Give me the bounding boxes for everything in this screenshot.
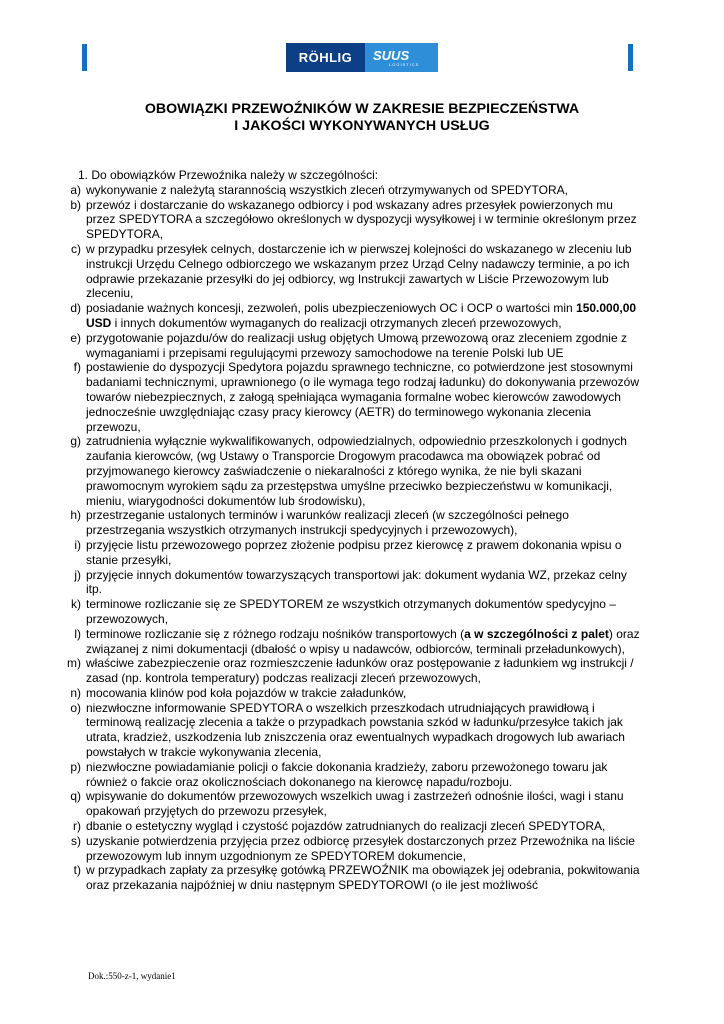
list-item-text (86, 242, 642, 301)
list-item-text (86, 819, 642, 834)
list-item-letter: q) (70, 789, 81, 804)
list-item-letter: h) (70, 508, 81, 523)
list-item-letter: n) (70, 685, 81, 700)
text-span: dbanie o estetyczny wygląd i czystość pojazdów zatrudnianych do realizacji zleceń SPEDYTORA, (86, 819, 606, 834)
text-span: w przypadkach zapłaty za przesyłkę gotówką PRZEWOŹNIK ma obowiązek jej odebrania, pokwitowania oraz przekazania najpóźniej w dniu następnym SPEDYTOROWI (o ile jest możliwość (86, 863, 640, 893)
list-item-letter: j) (74, 567, 81, 582)
list-item (62, 863, 642, 893)
list-item-text (86, 538, 642, 568)
document-title (82, 101, 642, 135)
logo-suus-sub: LOGISTICS (389, 61, 420, 67)
left-accent-bar (82, 44, 87, 71)
text-span: przyjęcie innych dokumentów towarzyszących transportowi jak: dokument wydania WZ, przekaz celny itp. (86, 567, 627, 597)
list-item-letter: c) (71, 241, 81, 256)
list-item (62, 183, 642, 198)
logo-suus (365, 43, 438, 72)
text-span: uzyskanie potwierdzenia przyjęcia przez odbiorcę przesyłek dostarczonych przez Przewoźnika na liście przewozowym lub innym uzgodnionym ze SPEDYTOREM dokumencie, (86, 833, 635, 863)
list-item-text (86, 198, 642, 242)
list-item-letter: m) (67, 656, 81, 671)
list-item (62, 242, 642, 301)
logo-suus-text: SUUS (373, 47, 410, 63)
list-item-text (86, 760, 642, 790)
text-span: przestrzeganie ustalonych terminów i warunków realizacji zleceń (w szczególności pełnego przestrzegania wszystkich otrzymanych instrukcji spedycyjnych i przewozowych), (86, 508, 569, 538)
list-item-text (86, 863, 642, 893)
list-item (62, 701, 642, 760)
text-span: przyjęcie listu przewozowego poprzez złożenie podpisu przez kierowcę z prawem dokonania wpisu o stanie przesyłki, (86, 537, 622, 567)
list-item (62, 834, 642, 864)
logo-rohlig: RÖHLIG (286, 43, 365, 72)
list-item-text (86, 301, 642, 331)
document-body (62, 168, 642, 893)
list-item-letter: s) (71, 833, 81, 848)
list-item-text (86, 434, 642, 508)
text-span: właściwe zabezpieczenie oraz rozmieszczenie ładunków oraz postępowanie z ładunkiem wg instrukcji / zasad (np. kontrola temperatury) podczas realizacji zleceń przewozowych, (86, 656, 634, 686)
bold-text: 150.000,00 USD (86, 301, 637, 330)
list-item (62, 198, 642, 242)
list-item (62, 760, 642, 790)
list-item-text (86, 597, 642, 627)
text-span: przewóz i dostarczanie do wskazanego odbiorcy i pod wskazany adres przesyłek powierzonych mu przez SPEDYTORA a szczegółowo określonych w dyspozycji wysyłkowej i w terminie określonym przez SPEDYTORA, (86, 197, 637, 242)
text-span: terminowe rozliczanie się ze SPEDYTOREM ze wszystkich otrzymanych dokumentów spedycyjno – przewozowych, (86, 597, 616, 626)
list-item-text (86, 686, 642, 701)
list-item-letter: b) (70, 197, 81, 212)
text-span: niezwłoczne informowanie SPEDYTORA o wszelkich przeszkodach utrudniających prawidłową i terminową realizację zlecenia a także o przypadkach powstania szkód w ładunku/przesyłce takich jak utrata, kradzież, uszkodzenia lub zniszczenia oraz ewentualnych wypadkach drogowych lub awariach powstałych w trakcie wykonywania zlecenia, (86, 700, 625, 760)
list-item-text (86, 656, 642, 686)
list-item (62, 508, 642, 538)
text-span: wpisywanie do dokumentów przewozowych wszelkich uwag i zastrzeżeń odnośnie ilości, wagi i stanu opakowań przyjętych do przewozu przesyłek, (86, 789, 624, 819)
text-span: przygotowanie pojazdu/ów do realizacji usług objętych Umową przewozową oraz zleceniem zgodnie z wymaganiami i przepisami regulującymi przewozy samochodowe na terenie Polski lub UE (86, 330, 627, 360)
list-item-text (86, 627, 642, 657)
list-item (62, 538, 642, 568)
list-item-text (86, 789, 642, 819)
list-item-letter: a) (70, 182, 81, 197)
title-line-2: I JAKOŚCI WYKONYWANYCH USŁUG (234, 118, 490, 134)
list-item-letter: g) (70, 434, 81, 449)
list-item (62, 789, 642, 819)
list-item-text (86, 701, 642, 760)
list-item (62, 627, 642, 657)
text-span: niezwłoczne powiadamianie policji o fakcie dokonania kradzieży, zaboru przewożonego towaru jak również o fakcie oraz okolicznościach dokonanego na kierowcę napadu/rozboju. (86, 759, 608, 789)
text-span: posiadanie ważnych koncesji, zezwoleń, polis ubezpieczeniowych OC i OCP o wartości min (86, 301, 577, 316)
list-item-letter: t) (73, 863, 81, 878)
text-span: postawienie do dyspozycji Spedytora pojazdu sprawnego techniczne, co potwierdzone jest stosownymi badaniami technicznymi, uprawnionego (o ile wymaga tego rodzaj ładunku) do dokonywania przewozów towarów niebezpiecznych, z załogą spełniająca wymagania formalne wobec kierowców zawodowych jednocześnie uwzględniając czasy pracy kierowcy (AETR) do terminowego wykonania zlecenia przewozu, (86, 360, 639, 434)
list-item (62, 360, 642, 434)
text-span: mocowania klinów pod koła pojazdów w trakcie załadunków, (86, 685, 407, 700)
text-span: terminowe rozliczanie się z różnego rodzaju nośników transportowych ( (86, 626, 465, 641)
list-item-letter: o) (70, 700, 81, 715)
list-item-letter: i) (74, 537, 81, 552)
list-item-letter: d) (70, 301, 81, 316)
list-item-letter: l) (74, 626, 81, 641)
list-item-text (86, 508, 642, 538)
list-item-text (86, 360, 642, 434)
company-logo (286, 43, 438, 72)
list-item (62, 568, 642, 598)
list-item (62, 434, 642, 508)
title-line-1: OBOWIĄZKI PRZEWOŹNIKÓW W ZAKRESIE BEZPIECZEŃSTWA (144, 101, 580, 117)
list-item (62, 656, 642, 686)
text-span: wykonywanie z należytą starannością wszystkich zleceń otrzymywanych od SPEDYTORA, (86, 182, 568, 197)
list-item-text (86, 183, 642, 198)
list-item (62, 301, 642, 331)
document-footer: Dok.:550-z-1, wydanie1 (88, 971, 176, 981)
text-span: w przypadku przesyłek celnych, dostarczenie ich w pierwszej kolejności do wskazanego w zleceniu lub instrukcji Urzędu Celnego odbiorczego we wskazanym przez Urząd Celny nadawczy terminie, a po ich odprawie przekazanie przesyłki do jej odbiorcy, wg Instrukcji zawartych w Liście Przewozowym lub zleceniu, (86, 241, 632, 301)
intro-paragraph: 1. Do obowiązków Przewoźnika należy w szczególności: (78, 168, 379, 182)
list-item-letter: r) (73, 819, 81, 834)
text-span: ) oraz związanej z nimi dokumentacji (dbałość o wpisy u nadawców, odbiorców, terminali przeładunkowych), (86, 626, 640, 656)
list-item-letter: e) (70, 330, 81, 345)
text-span: zatrudnienia wyłącznie wykwalifikowanych, odpowiedzialnych, odpowiednio przeszkolonych i godnych zaufania kierowców, (wg Ustawy o Transporcie Drogowym pracodawca ma obowiązek pobrać od przyjmowanego kierowcy zaświadczenie o niekaralności z którego wynika, że nie byli skazani prawomocnym wyrokiem sądu za przestępstwa umyślne przeciwko bezpieczeństwu w komunikacji, mieniu, wiarygodności dokumentów lub środowisku), (86, 434, 627, 508)
list-item (62, 597, 642, 627)
list-item (62, 331, 642, 361)
text-span: i innych dokumentów wymaganych do realizacji otrzymanych zleceń przewozowych, (111, 315, 562, 330)
list-item-text (86, 331, 642, 361)
list-item (62, 686, 642, 701)
list-item-letter: k) (71, 597, 81, 612)
right-accent-bar (628, 44, 633, 71)
obligations-list (62, 183, 642, 893)
list-item (62, 819, 642, 834)
bold-text: a w szczególności z palet (464, 626, 609, 641)
list-item-text (86, 834, 642, 864)
list-item-letter: p) (70, 759, 81, 774)
list-item-letter: f) (73, 360, 81, 375)
list-item-text (86, 568, 642, 598)
